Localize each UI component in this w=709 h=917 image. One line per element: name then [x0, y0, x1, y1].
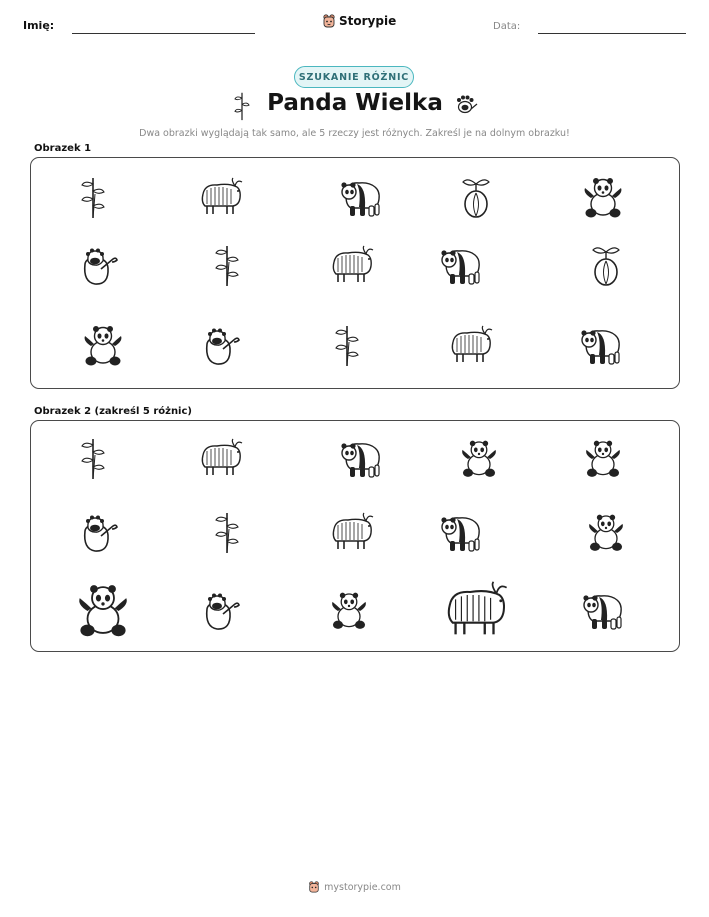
paw-icon	[454, 91, 480, 117]
instructions: Dwa obrazki wyglądają tak samo, ale 5 rzeczy jest różnych. Zakreśl je na dolnym obrazku!	[139, 128, 570, 139]
sitting-panda-icon[interactable]	[457, 437, 501, 481]
storypie-logo-icon	[308, 880, 320, 894]
sitting-panda-icon[interactable]	[72, 580, 134, 642]
yak-icon[interactable]	[197, 435, 245, 483]
bamboo-icon	[69, 174, 117, 222]
date-field-line[interactable]	[538, 33, 686, 34]
yak-icon[interactable]	[328, 509, 376, 557]
bamboo-icon[interactable]	[203, 509, 251, 557]
walking-panda-icon	[337, 174, 385, 222]
bamboo-icon	[203, 242, 251, 290]
sitting-panda-icon[interactable]	[327, 589, 371, 633]
name-label: Imię:	[23, 19, 55, 32]
brand-name: Storypie	[339, 14, 397, 28]
brand-logo	[322, 13, 396, 29]
picture1-panel	[30, 157, 680, 389]
sitting-panda-icon[interactable]	[581, 437, 625, 481]
sitting-panda-icon[interactable]	[584, 511, 628, 555]
storypie-logo-icon	[322, 13, 336, 29]
bamboo-icon	[233, 91, 251, 121]
yak-icon	[447, 322, 495, 370]
walking-panda-icon[interactable]	[437, 509, 485, 557]
picture2-label: Obrazek 2 (zakreśl 5 różnic)	[34, 406, 192, 417]
paw-icon[interactable]	[195, 587, 243, 635]
seed-icon	[582, 242, 630, 290]
bamboo-icon[interactable]	[69, 435, 117, 483]
paw-icon	[195, 322, 243, 370]
picture1-label: Obrazek 1	[34, 143, 92, 154]
name-field-line[interactable]	[72, 33, 255, 34]
yak-icon[interactable]	[441, 576, 511, 646]
yak-icon	[328, 242, 376, 290]
page-title: Panda Wielka	[267, 90, 443, 116]
paw-icon	[73, 242, 121, 290]
sitting-panda-icon	[79, 322, 127, 370]
paw-icon[interactable]	[73, 509, 121, 557]
walking-panda-icon	[437, 242, 485, 290]
footer-url: mystorypie.com	[324, 881, 401, 893]
seed-icon	[452, 174, 500, 222]
walking-panda-icon[interactable]	[337, 435, 385, 483]
activity-badge: SZUKANIE RÓŻNIC	[294, 66, 414, 88]
bamboo-icon	[323, 322, 371, 370]
walking-panda-icon	[577, 322, 625, 370]
walking-panda-icon[interactable]	[579, 587, 627, 635]
date-label: Data:	[493, 21, 521, 32]
picture2-panel[interactable]	[30, 420, 680, 652]
sitting-panda-icon	[579, 174, 627, 222]
yak-icon	[197, 174, 245, 222]
footer	[0, 880, 709, 894]
